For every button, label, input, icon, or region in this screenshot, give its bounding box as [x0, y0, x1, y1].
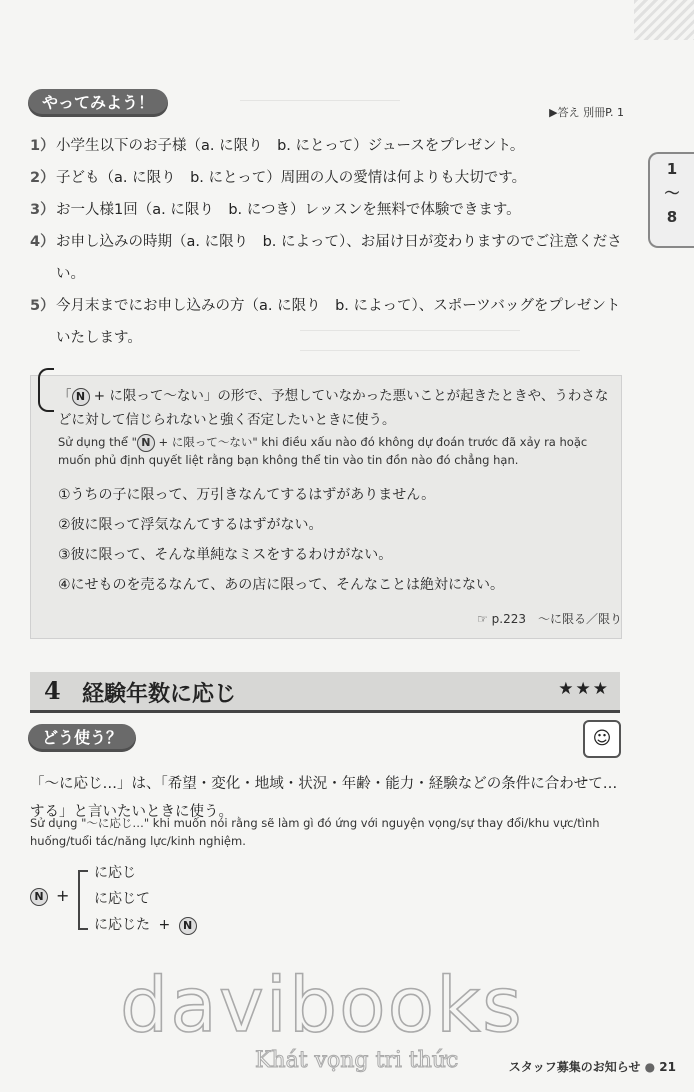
usage-vietnamese: Sử dụng "〜に応じ…" khi muốn nói rằng sẽ làm gì đó ứng với nguyện vọng/sự thay đổi/khu vực/tình huống/tuổi tác/năng lực/kinh nghiệm.: [30, 816, 600, 848]
section-header: [30, 672, 620, 713]
noun-marker: N: [137, 434, 155, 452]
form-variant: に応じ: [94, 865, 136, 881]
pointing-hand-icon: ☞: [477, 612, 488, 626]
noun-marker: N: [72, 388, 90, 406]
section-title: 経験年数に応じ: [82, 682, 237, 707]
answer-reference: ▶答え 別冊P. 1: [549, 106, 624, 119]
form-variant: [94, 912, 197, 938]
exercise-text: お一人様1回（a. に限り b. につき）レッスンを無料で体験できます。: [56, 202, 521, 218]
exercise-number: 2）: [30, 170, 55, 186]
exercise-text: 子ども（a. に限り b. にとって）周囲の人の愛情は何よりも大切です。: [56, 170, 527, 186]
example-sentence: ②彼に限って浮気なんてするはずがない。: [58, 517, 323, 533]
noun-marker: N: [179, 917, 197, 935]
difficulty-stars: ★★★: [558, 679, 610, 699]
section-number: 4: [44, 676, 61, 705]
exercise-number: 3）: [30, 202, 55, 218]
cross-reference-text: p.223 〜に限る／限り: [491, 612, 622, 626]
example-sentence: ④にせものを売るなんて、あの店に限って、そんなことは絶対にない。: [58, 577, 504, 593]
formula-brace: [78, 870, 88, 930]
exercise-number: 1）: [30, 138, 55, 154]
note-vietnamese: [58, 434, 613, 469]
exercise-list: [30, 130, 630, 354]
note-vn-open: Sử dụng thể ": [58, 435, 137, 449]
note-jp-open: 「: [58, 388, 72, 404]
formula-forms: [94, 860, 197, 938]
footer-dot: ●: [644, 1060, 660, 1074]
people-icon: ☺: [583, 720, 621, 758]
exercise-item: [30, 194, 630, 226]
cross-reference[interactable]: [477, 610, 622, 627]
exercise-number: 4）: [30, 234, 55, 250]
form-variant-text: に応じた: [94, 917, 150, 933]
exercise-text: 小学生以下のお子様（a. に限り b. にとって）ジュースをプレゼント。: [56, 138, 525, 154]
exercise-item: [30, 290, 630, 354]
section-label-pill: やってみよう！: [28, 89, 168, 117]
chapter-tab-bottom: 8: [666, 208, 678, 226]
note-vn-text: + に限って〜ない" khi điều xấu nào đó không dự đoán trước đã xảy ra hoặc muốn phủ định quyết liệt rằng bạn không thể tin vào tin đồn nào đó chẳng hạn.: [58, 435, 588, 467]
watermark-tagline: Khát vọng tri thức: [255, 1048, 459, 1073]
exercise-text: 今月末までにお申し込みの方（a. に限り b. によって）、スポーツバッグをプレゼントいたします。: [56, 298, 621, 346]
exercise-number: 5）: [30, 298, 55, 314]
footer-title: スタッフ募集のお知らせ: [508, 1060, 641, 1074]
exercise-item: [30, 226, 630, 290]
note-jp-text: + に限って〜ない」の形で、予想していなかった悪いことが起きたときや、うわさなどに対して信じられないと強く否定したいときに使う。: [58, 388, 609, 428]
page-footer: [509, 1058, 676, 1075]
example-sentence: ①うちの子に限って、万引きなんてするはずがありません。: [58, 487, 436, 503]
note-japanese: [58, 384, 613, 432]
chapter-tab-mid: 〜: [664, 184, 680, 202]
plus-sign: +: [56, 886, 70, 905]
page-number: 21: [659, 1060, 676, 1074]
exercise-item: [30, 162, 630, 194]
usage-label-pill: どう使う？: [28, 724, 136, 752]
noun-marker: N: [30, 888, 48, 906]
chapter-tab-top: 1: [666, 160, 678, 178]
form-variant: に応じて: [94, 891, 150, 907]
corner-decoration: [634, 0, 694, 40]
example-list: [58, 480, 613, 600]
example-sentence: ③彼に限って、そんな単純なミスをするわけがない。: [58, 547, 393, 563]
exercise-text: お申し込みの時期（a. に限り b. によって）、お届け日が変わりますのでご注意ください。: [56, 234, 622, 282]
watermark-logo: davibooks: [120, 960, 524, 1049]
exercise-item: [30, 130, 630, 162]
plus-sign: +: [158, 917, 171, 933]
grammar-formula: [30, 860, 330, 940]
note-bracket: [38, 368, 54, 412]
usage-japanese: 「〜に応じ…」は、「希望・変化・地域・状況・年齢・能力・経験などの条件に合わせて…する」と言いたいときに使う。: [30, 776, 618, 820]
chapter-tab[interactable]: [648, 152, 694, 248]
